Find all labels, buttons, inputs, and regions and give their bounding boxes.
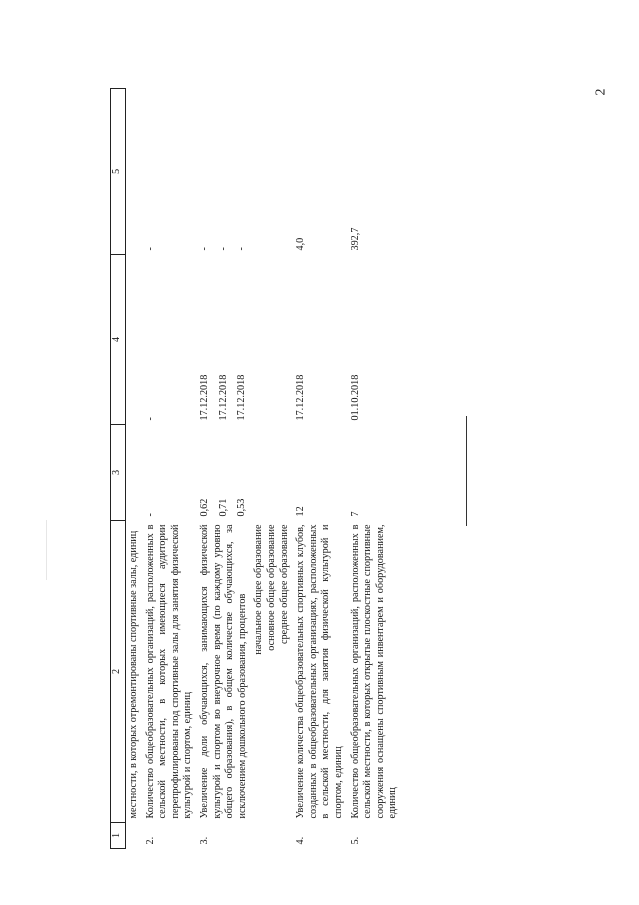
scan-edge-mark (46, 520, 47, 580)
row-col5: 392,7 (349, 227, 361, 251)
row-number: 3. (198, 836, 210, 845)
row-text: Увеличение количества общеобразовательных спортивных клубов, созданных в общеобразовательных организациях, расположенных в сельской местности, для занятия физической культурой и спортом, единиц (295, 524, 344, 819)
row-col3 (126, 425, 143, 521)
page-number: 2 (593, 88, 609, 96)
subitems-row (251, 89, 293, 849)
row-col4 (126, 255, 143, 425)
table-row (348, 89, 402, 849)
sub-date: 17.12.2018 (198, 374, 210, 421)
row-number: 4. (295, 836, 307, 845)
rotated-table-container (110, 89, 410, 849)
row-col3: 12 (295, 506, 307, 517)
table-row (197, 89, 251, 849)
sub-amount: - (198, 247, 210, 251)
row-col3: 7 (349, 511, 361, 517)
row-number: 5. (349, 836, 361, 845)
row-col3: - (144, 513, 156, 517)
row-col4: 01.10.2018 (349, 374, 361, 421)
row-col5: - (144, 247, 156, 251)
table-row (293, 89, 347, 849)
header-col-1: 1 (111, 823, 126, 849)
row-col5-group (197, 89, 251, 255)
separator-line (466, 416, 467, 526)
sub-amount: - (217, 247, 229, 251)
row-col4-group (197, 255, 251, 425)
row-text: Количество общеобразовательных организаций, расположенных в сельской местности, в которых имеющиеся аудитории перепрофилированы под спортивные залы для занятия физической культурой и спортом, единиц (144, 524, 194, 819)
sub-label: основное общее образование (265, 524, 277, 651)
sub-label: среднее общее образование (278, 524, 290, 645)
sub-value: 0,53 (236, 498, 248, 517)
header-col-2: 2 (111, 521, 126, 823)
row-col3-group (197, 425, 251, 521)
header-col-4: 4 (111, 255, 126, 425)
row-col5: 4,0 (295, 237, 307, 251)
row-text (197, 521, 251, 823)
table-row (143, 89, 197, 849)
sub-value: 0,62 (198, 498, 210, 517)
sub-amount: - (236, 247, 248, 251)
row-col5 (126, 89, 143, 255)
sub-date: 17.12.2018 (236, 374, 248, 421)
row-col4: - (144, 417, 156, 421)
table-row (126, 89, 143, 849)
row-number (126, 823, 143, 849)
sub-value: 0,71 (217, 498, 229, 517)
header-col-5: 5 (111, 89, 126, 255)
row-col4: 17.12.2018 (295, 374, 307, 421)
row-number: 2. (144, 836, 156, 845)
header-row (111, 89, 126, 849)
row-text: местности, в которых отремонтированы спортивные залы, единиц (128, 530, 139, 819)
sub-label: начальное общее образование (253, 524, 265, 655)
row-text-main: Увеличение доли обучающихся, занимающихся физической культурой и спортом во внеурочное время (по каждому уровню общего образования), в общем количестве обучающихся, за исключением дошкольного образования, процентов (198, 524, 248, 819)
row-text: Количество общеобразовательных организаций, расположенных в сельской местности, в которых открытые плоскостные спортивные сооружения оснащены спортивным инвентарем и оборудованием, единиц (349, 524, 399, 819)
sub-date: 17.12.2018 (217, 374, 229, 421)
header-col-3: 3 (111, 425, 126, 521)
indicators-table (110, 88, 402, 849)
